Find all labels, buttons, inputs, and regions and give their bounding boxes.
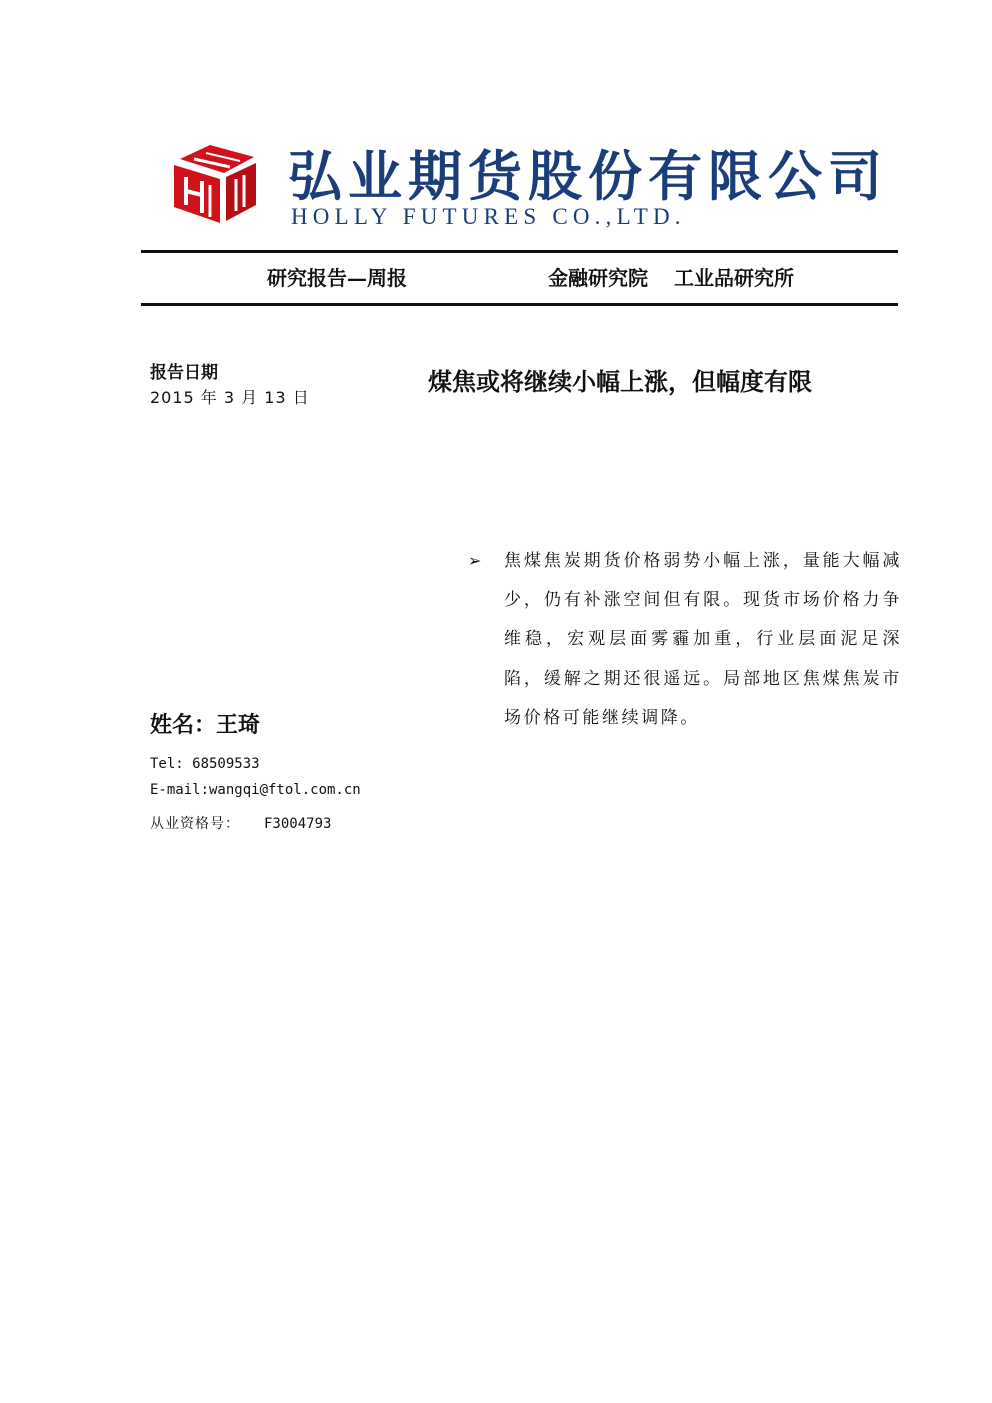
report-summary: 焦煤焦炭期货价格弱势小幅上涨，量能大幅减少，仍有补涨空间但有限。现货市场价格力争维稳，宏观层面雾霾加重，行业层面泥足深陷，缓解之期还很遥远。局部地区焦煤焦炭市场价格可能继续调降。 bbox=[504, 551, 902, 728]
report-title: 煤焦或将继续小幅上涨，但幅度有限 bbox=[428, 367, 812, 396]
header-top-rule bbox=[141, 250, 898, 253]
author-tel: Tel: 68509533 bbox=[150, 756, 260, 772]
author-email: E-mail:wangqi@ftol.com.cn bbox=[150, 782, 361, 798]
header-bottom-rule bbox=[141, 303, 898, 306]
department-name: 工业品研究所 bbox=[674, 266, 794, 290]
license-label: 从业资格号： bbox=[150, 816, 240, 832]
company-name-cn: 弘业期货股份有限公司 bbox=[288, 144, 888, 208]
arrow-bullet-icon: ➢ bbox=[468, 551, 482, 570]
company-name-en: HOLLY FUTURES CO.,LTD. bbox=[291, 204, 686, 229]
report-date-label: 报告日期 bbox=[150, 363, 218, 383]
author-name: 姓名：王琦 bbox=[150, 712, 261, 738]
report-date-value: 2015 年 3 月 13 日 bbox=[150, 388, 310, 407]
license-value: F3004793 bbox=[264, 816, 332, 832]
company-logo-icon bbox=[170, 143, 258, 225]
author-license bbox=[150, 814, 331, 834]
institute-line bbox=[548, 264, 794, 292]
institute-name: 金融研究院 bbox=[548, 266, 648, 290]
report-type: 研究报告—周报 bbox=[267, 266, 407, 290]
